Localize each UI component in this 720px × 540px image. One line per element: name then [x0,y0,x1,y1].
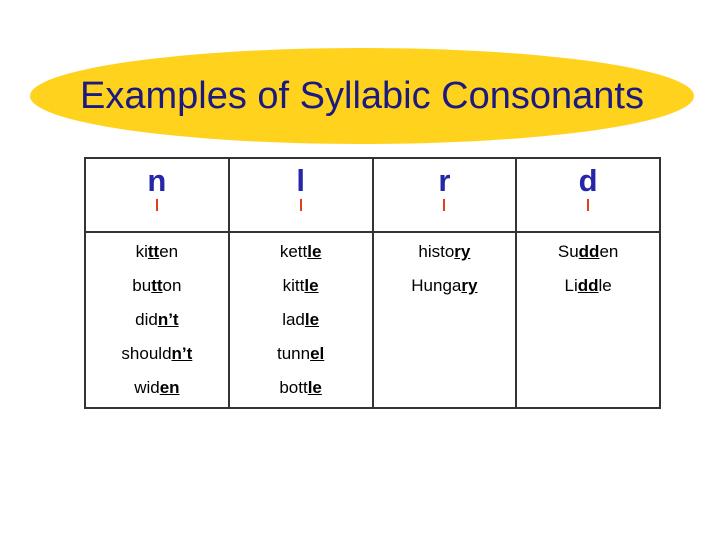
example-word: didn’t [135,310,179,329]
header-letter: n [147,163,167,198]
header-letter: d [578,163,598,198]
examples-cell-r [373,232,517,408]
examples-row [85,232,660,408]
header-cell-n [85,158,229,232]
example-word: kitten [135,242,179,261]
syllabic-mark-icon [443,199,445,211]
header-cell-r [373,158,517,232]
syllabic-mark-icon [587,199,589,211]
example-word: Hungary [411,276,478,295]
examples-cell-n [85,232,229,408]
syllabic-consonants-table [84,157,661,409]
example-word: shouldn’t [121,344,193,363]
syllabic-mark-icon [156,199,158,211]
header-row [85,158,660,232]
header-letter: l [296,163,305,198]
examples-cell-d [516,232,660,408]
example-word: widen [134,378,180,397]
example-word: kettle [279,242,322,261]
syllabic-mark-icon [300,199,302,211]
header-letter: r [438,163,451,198]
example-word: button [132,276,182,295]
header-cell-d [516,158,660,232]
example-word: kittle [282,276,319,295]
example-word: ladle [282,310,320,329]
slide-title: Examples of Syllabic Consonants [80,74,644,117]
example-word: bottle [279,378,322,397]
header-cell-l [229,158,373,232]
examples-cell-l [229,232,373,408]
example-word: history [418,242,471,261]
example-word: Sudden [557,242,619,261]
example-word: tunnel [276,344,325,363]
example-word: Liddle [564,276,612,295]
